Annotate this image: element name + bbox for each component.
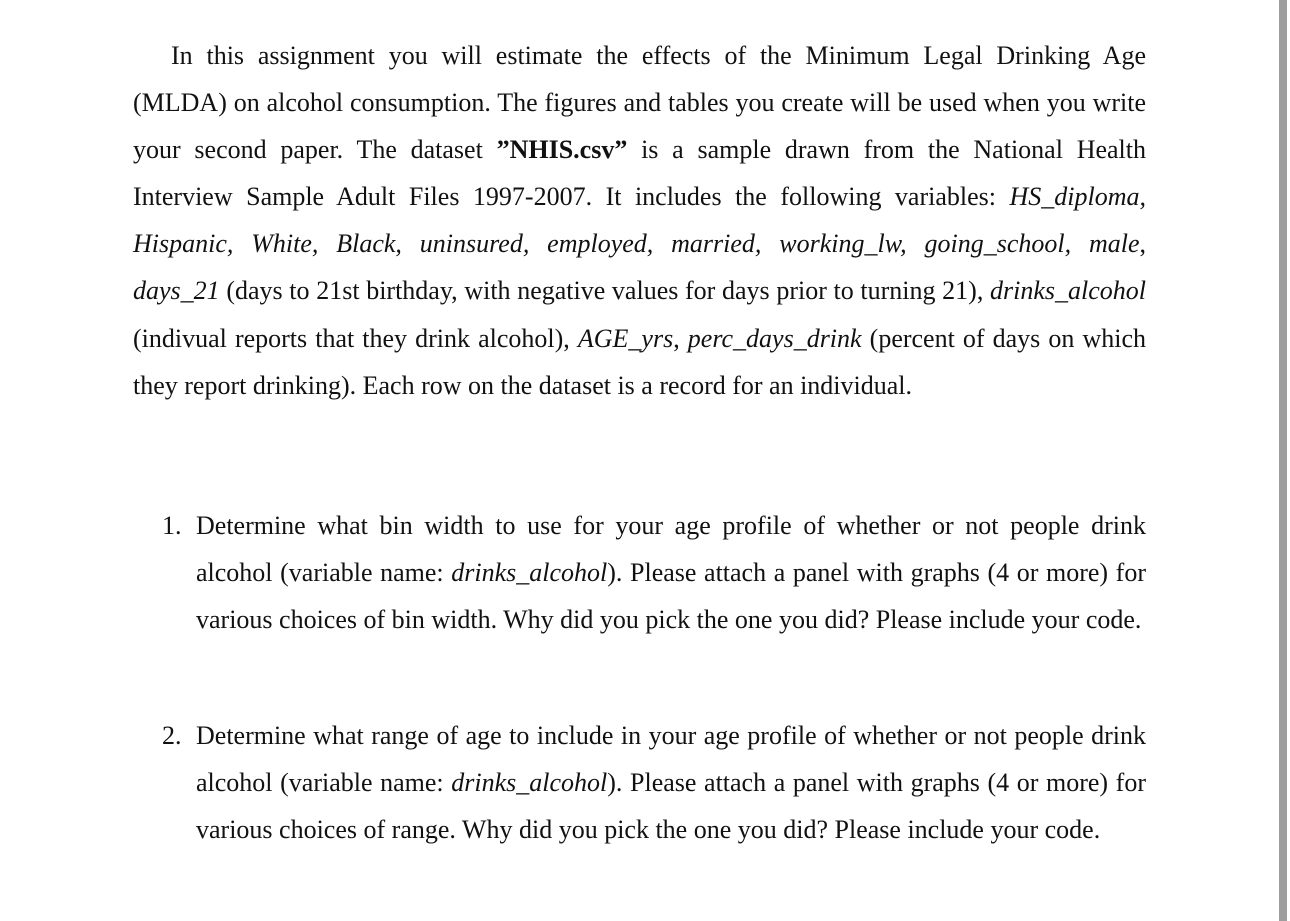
question-text xyxy=(196,712,1146,853)
vertical-scrollbar[interactable] xyxy=(1276,0,1290,921)
question-number: 2. xyxy=(162,721,182,750)
question-text-before: Determine what range of age to include in your age profile of whether or not people drink alcohol (variable name: xyxy=(196,721,1146,798)
perc-days-drink-description: (percent of days on which they report drinking). Each row on the dataset is a record for an individual. xyxy=(133,323,1146,400)
question-number: 1. xyxy=(162,511,182,540)
intro-paragraph xyxy=(133,32,1146,409)
question-variable: drinks_alcohol xyxy=(451,768,608,798)
question-item xyxy=(162,712,1146,853)
intro-text-2: is a sample drawn from the National Health Interview Sample Adult Files 1997-2007. It includes the following variables: xyxy=(133,135,1146,212)
question-text xyxy=(196,502,1146,643)
variable-days-21: days_21 xyxy=(133,276,220,306)
separator: , xyxy=(1139,229,1146,259)
question-variable: drinks_alcohol xyxy=(451,558,608,588)
variable-perc-days-drink: perc_days_drink xyxy=(687,323,862,353)
separator: , xyxy=(673,323,688,353)
days-21-description: (days to 21st birthday, with negative values for days prior to turning 21), xyxy=(219,276,990,306)
dataset-name: ”NHIS.csv” xyxy=(496,135,628,165)
question-text-after: ). Please attach a panel with graphs (4 or more) for various choices of bin width. Why did you pick the one you did? Please include your code. xyxy=(196,558,1146,635)
question-item xyxy=(162,502,1146,643)
question-text-before: Determine what bin width to use for your age profile of whether or not people drink alcohol (variable name: xyxy=(196,511,1146,588)
variable-drinks-alcohol: drinks_alcohol xyxy=(990,276,1146,306)
question-text-after: ). Please attach a panel with graphs (4 or more) for various choices of range. Why did you pick the one you did? Please include your code. xyxy=(196,768,1146,845)
intro-text-1: In this assignment you will estimate the effects of the Minimum Legal Drinking Age (MLDA) on alcohol consumption. The figures and tables you create will be used when you write your second paper. The dataset xyxy=(133,41,1146,165)
drinks-alcohol-description: (indivual reports that they drink alcohol), xyxy=(133,323,578,353)
variable-age-yrs: AGE_yrs xyxy=(577,323,674,353)
variable-list: HS_diploma, Hispanic, White, Black, uninsured, employed, married, working_lw, going_school, male xyxy=(133,182,1146,259)
scrollbar-thumb[interactable] xyxy=(1279,0,1287,921)
